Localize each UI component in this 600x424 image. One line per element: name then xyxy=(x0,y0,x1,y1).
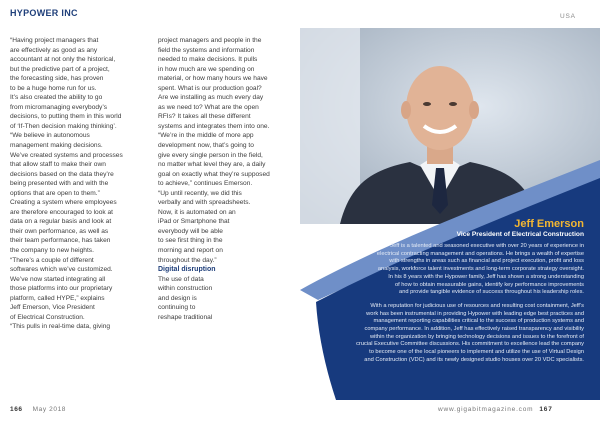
article-line: their team performance, has taken xyxy=(10,237,111,245)
bio-line: Jeff is a talented and seasoned executive with over 20 years of experience in xyxy=(390,243,584,249)
article-line: data on a regular basis and look at xyxy=(10,218,112,226)
brand-logo: HYPOWER INC xyxy=(10,8,78,18)
article-line: The use of data xyxy=(158,275,204,283)
article-line: It’s also created the ability to go xyxy=(10,94,103,102)
bio-line: electrical contracting management and operations. He brings a wealth of expertise xyxy=(376,250,584,257)
article-line: everybody will be able xyxy=(158,227,223,235)
article-line: decisions, to putting them in this world xyxy=(10,113,122,121)
article-line: “Up until recently, we did this xyxy=(158,189,242,197)
article-line: verbally and with spreadsheets. xyxy=(158,199,251,207)
article-line: “Having project managers that xyxy=(10,37,99,44)
article-line: of ‘If-Then decision making thinking’. xyxy=(10,122,117,130)
article-line: reshape traditional xyxy=(158,313,213,321)
article-line: to see first thing in the xyxy=(158,237,223,245)
article-line: spent. What is our production goal? xyxy=(158,84,262,92)
page-number-right: 167 xyxy=(539,406,553,413)
article-line: within construction xyxy=(158,285,213,293)
bio-line: of how to obtain measurable gains, identify key performance improvements xyxy=(394,281,584,288)
country-label: USA xyxy=(560,13,576,20)
article-line: “There’s a couple of different xyxy=(10,256,94,264)
bio-line: In his 8 years with the Hypower family, Jeff has shown a strong understanding xyxy=(388,273,584,280)
article-line: no matter what level they are, a daily xyxy=(158,161,266,169)
page-number-left: 166 xyxy=(10,406,23,413)
article-line: Now, it is automated on an xyxy=(158,208,236,216)
bio-line: and provide tangible evidence of success throughout his leadership roles. xyxy=(399,289,584,296)
bio-line: crucial Executive Committee discussions. His commitment to excellence lead the company xyxy=(356,341,584,348)
bio-line: to become one of the local pioneers to implement and utilize the use of Virtual Design xyxy=(369,349,584,356)
article-line: management making decisions. xyxy=(10,142,103,150)
article-line: are therefore encouraged to look at xyxy=(10,208,114,216)
bio-line: and Construction (VDC) and its newly designed studio houses over 20 VDC specialists. xyxy=(364,356,584,363)
website-url[interactable]: www.gigabitmagazine.com xyxy=(438,406,534,413)
article-line: project managers and people in the xyxy=(158,37,262,44)
issue-date: May 2018 xyxy=(32,406,67,413)
article-line: to be a huge home run for us. xyxy=(10,84,97,92)
article-line: field the systems and information xyxy=(158,46,255,54)
bio-line: work has been instrumental in providing Hypower with leading edge best practices and xyxy=(366,310,584,317)
article-line: the company to new heights. xyxy=(10,247,94,255)
bio-line: analysis, workforce talent investments and long-term corporate strategy oversight. xyxy=(377,266,584,273)
article-line: material, or how many hours we have xyxy=(158,75,268,83)
article-line: We’ve now started integrating all xyxy=(10,275,106,283)
profile-name: Jeff Emerson xyxy=(514,218,584,230)
article-line: the forecasting side, has proven xyxy=(10,75,104,83)
article-line: and design is xyxy=(158,294,197,302)
article-line: Are we installing as much every day xyxy=(158,94,264,102)
article-line: give every single person in the field, xyxy=(158,151,263,159)
article-line: as we need to? What are the open xyxy=(158,103,259,111)
article-line: options that are open to them.” xyxy=(10,189,100,197)
article-line: development now, that’s going to xyxy=(158,142,254,150)
profile-bio xyxy=(304,243,584,365)
bio-line: within the organization by bringing technology decisions and issues to the forefront of xyxy=(369,333,584,340)
article-line: are effectively as good as any xyxy=(10,46,98,54)
article-line: Jeff Emerson, Vice President xyxy=(10,304,95,312)
footer-left xyxy=(10,406,66,413)
article-column-left xyxy=(10,36,150,332)
bio-line: With a reputation for judicious use of resources and resulting cost containment, Jeff’s xyxy=(370,302,584,309)
article-line: decisions based on the data they’re xyxy=(10,170,114,178)
profile-title: Vice President of Electrical Construction xyxy=(456,231,584,238)
article-line: systems and integrates them into one. xyxy=(158,122,270,130)
article-line: from micromanaging everybody’s xyxy=(10,103,107,111)
article-line: softwares which we’ve customized. xyxy=(10,266,113,274)
article-line: to achieve,” continues Emerson. xyxy=(158,180,253,188)
article-line: “We’re in the middle of more app xyxy=(158,132,254,140)
article-line: “We believe in autonomous xyxy=(10,132,90,140)
article-line: needed to make decisions. It pulls xyxy=(158,56,258,64)
article-column-middle xyxy=(158,36,298,322)
article-line: We’ve created systems and processes xyxy=(10,151,123,159)
bio-line: management reporting capabilities critical to the success of production systems and xyxy=(373,318,584,325)
article-line: platform, called HYPE,” explains xyxy=(10,294,105,302)
article-line: Creating a system where employees xyxy=(10,199,117,207)
article-line: RFIs? It takes all these different xyxy=(158,113,251,121)
bio-line: company performance. In addition, Jeff has effectively raised transparency and visibility xyxy=(364,326,584,333)
article-line: morning and report on xyxy=(158,247,223,255)
bio-line: with strengths in areas such as financial and project execution, profit and loss xyxy=(389,258,584,265)
article-line: those platforms into our proprietary xyxy=(10,285,113,293)
article-line: “This pulls in real-time data, giving xyxy=(10,323,111,331)
section-subhead: Digital disruption xyxy=(158,266,216,274)
footer-right xyxy=(438,406,553,413)
article-line: being presented with and with the xyxy=(10,180,109,188)
article-line: iPad or Smartphone that xyxy=(158,218,230,226)
article-line: in how much are we spending on xyxy=(158,65,255,73)
article-line: continuing to xyxy=(158,304,196,312)
article-line: but the predictive part of a project, xyxy=(10,65,110,73)
article-line: accountant at not only the historical, xyxy=(10,56,116,64)
article-line: throughout the day.” xyxy=(158,256,217,264)
profile-box xyxy=(304,218,584,365)
article-line: goal on exactly what they’re supposed xyxy=(158,170,270,178)
article-line: that allow staff to make their own xyxy=(10,161,106,169)
article-line: their own performance, as well as xyxy=(10,227,109,235)
article-line: of Electrical Construction. xyxy=(10,313,85,321)
